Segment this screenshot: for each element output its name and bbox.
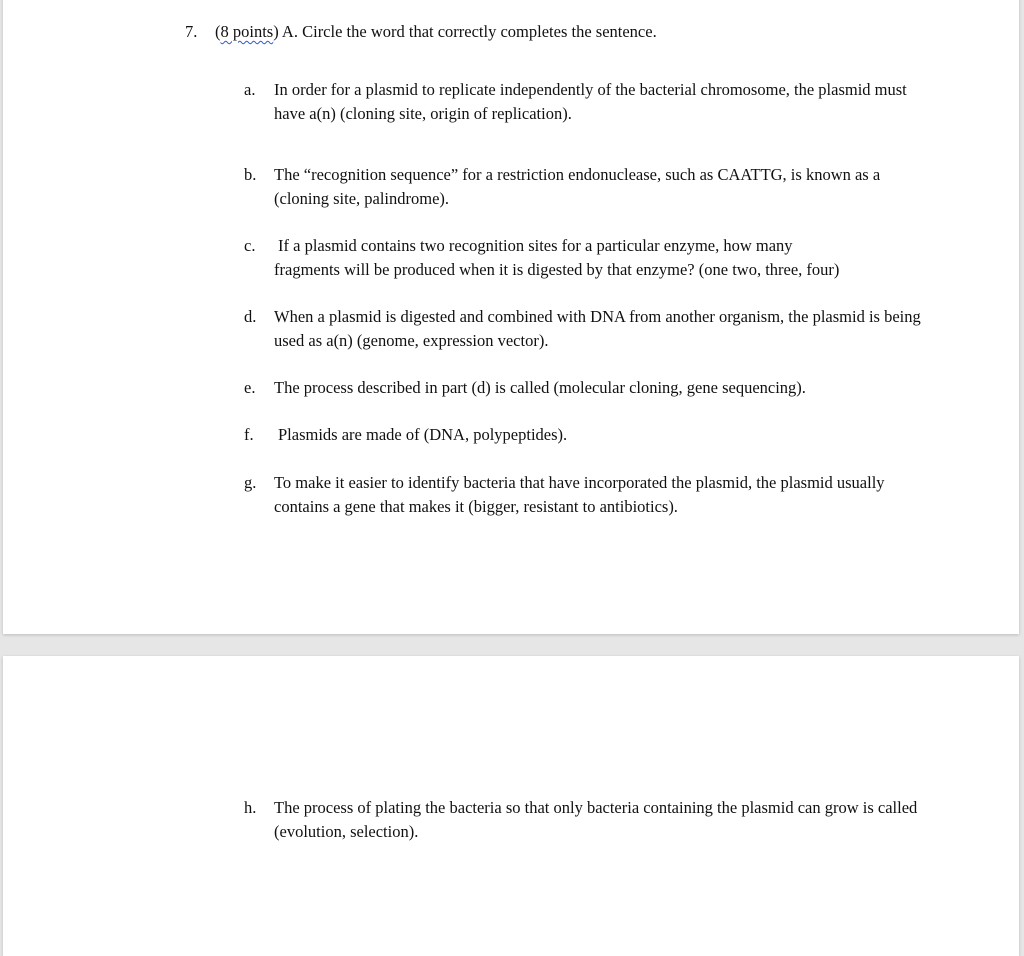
item-text: The process described in part (d) is called (molecular cloning, gene sequencing). [274,378,806,397]
item-text: In order for a plasmid to replicate independently of the bacterial chromosome, the plasmid must have a(n) (cloning site, origin of replication). [274,80,907,123]
item-text: The “recognition sequence” for a restriction endonuclease, such as CAATTG, is known as a (cloning site, palindrome). [274,165,881,208]
question-prompt: A. Circle the word that correctly completes the sentence. [278,22,657,41]
item-text: The process of plating the bacteria so that only bacteria containing the plasmid can grow is called (evolution, selection). [274,798,918,841]
item-letter: d. [244,307,257,326]
item-d [244,305,924,353]
item-letter: a. [244,80,256,99]
document-page-1 [3,0,1019,634]
item-g [244,471,924,519]
item-letter: h. [244,798,257,817]
item-letter: g. [244,473,257,492]
item-letter: c. [244,236,256,255]
item-text [274,234,924,282]
item-text: Plasmids are made of (DNA, polypeptides). [278,425,568,444]
document-page-2 [3,656,1019,956]
item-c [244,234,924,282]
item-e [244,376,924,400]
item-letter: f. [244,425,254,444]
item-text: To make it easier to identify bacteria that have incorporated the plasmid, the plasmid usually contains a gene that makes it (bigger, resistant to antibiotics). [274,473,885,516]
points-close-paren: ) [273,22,279,41]
item-f [244,423,924,447]
question-number: 7. [185,22,198,41]
item-b [244,163,924,211]
item-letter: e. [244,378,256,397]
item-h [244,796,924,844]
item-text-line-1: If a plasmid contains two recognition sites for a particular enzyme, how many [278,236,793,255]
points-label: 8 points [220,22,274,41]
item-text-line-2: fragments will be produced when it is digested by that enzyme? (one two, three, four) [274,260,840,279]
points-open-paren: ( [215,22,221,41]
item-a [244,78,924,126]
item-text: When a plasmid is digested and combined with DNA from another organism, the plasmid is being used as a(n) (genome, expression vector). [274,307,921,350]
question-heading [185,21,657,43]
item-letter: b. [244,165,257,184]
